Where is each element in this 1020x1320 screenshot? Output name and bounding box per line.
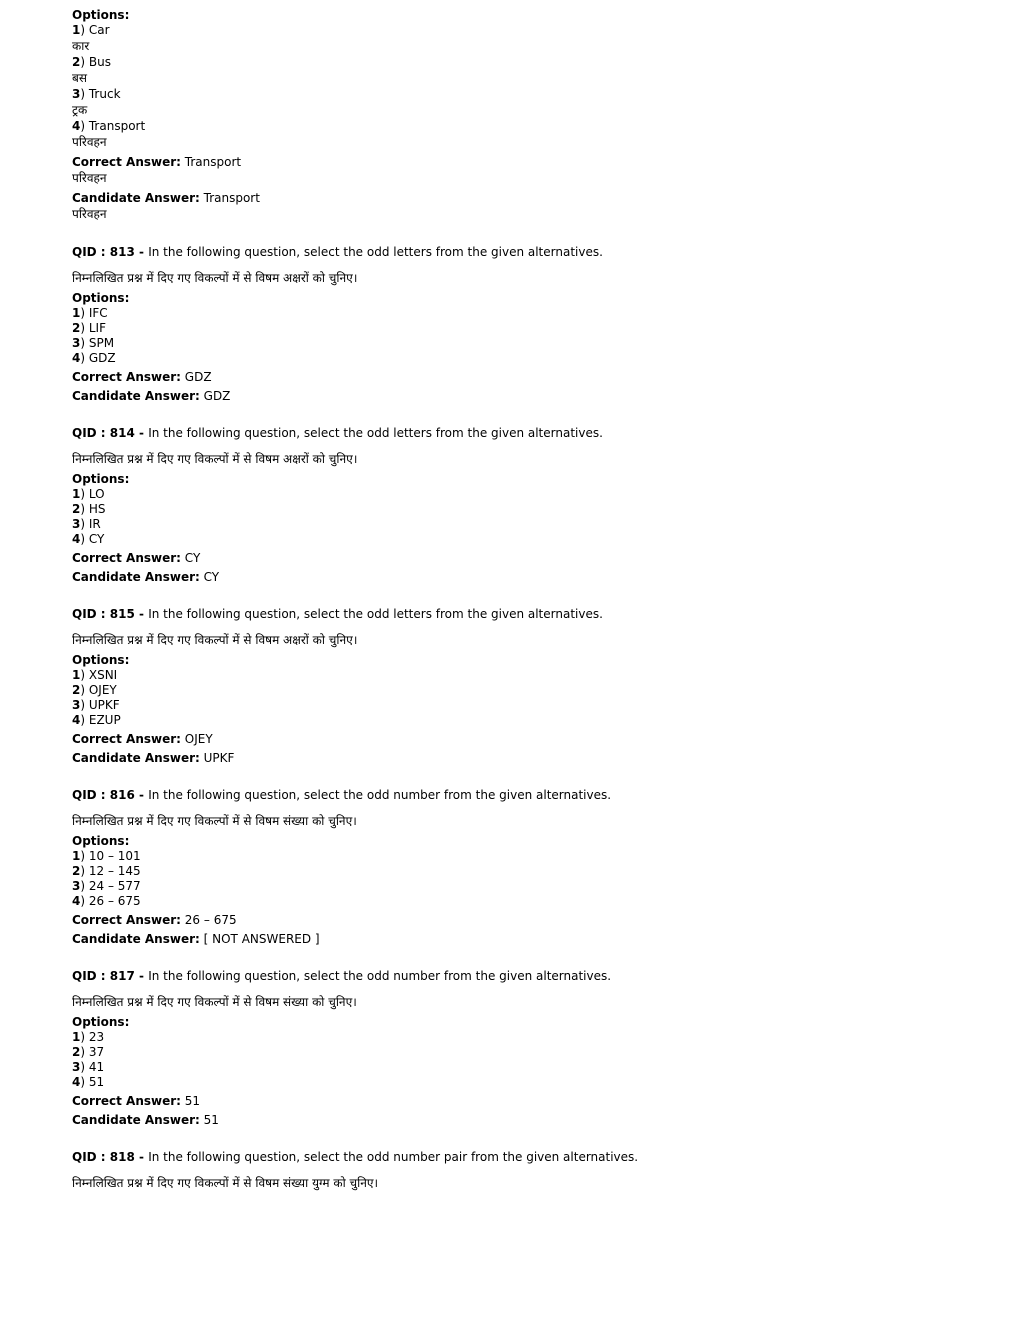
question-heading: QID : 814 - In the following question, select the odd letters from the given alternatives. [72,426,603,440]
question-heading: QID : 815 - In the following question, select the odd letters from the given alternatives. [72,607,603,621]
candidate-answer: Candidate Answer: CY [72,570,220,584]
option-item: 3) 41 [72,1060,105,1074]
option-item: 4) Transport [72,119,146,133]
question-text: In the following question, select the odd letters from the given alternatives. [148,245,603,259]
option-item: 4) CY [72,532,105,546]
question-block [72,404,972,585]
option-item: 3) UPKF [72,698,120,712]
question-block-continued [72,8,972,223]
option-item: 2) Bus [72,55,111,69]
question-id: 816 [109,788,135,802]
question-text-hindi: निम्नलिखित प्रश्न में दिए गए विकल्पों में से विषम अक्षरों को चुनिए। [72,452,358,466]
question-text-hindi: निम्नलिखित प्रश्न में दिए गए विकल्पों में से विषम अक्षरों को चुनिए। [72,633,358,647]
question-text: In the following question, select the odd number pair from the given alternatives. [148,1150,639,1164]
question-text-hindi: निम्नलिखित प्रश्न में दिए गए विकल्पों में से विषम अक्षरों को चुनिए। [72,271,358,285]
option-item: 2) OJEY [72,683,117,697]
question-id: 815 [109,607,135,621]
option-item: 4) 51 [72,1075,105,1089]
candidate-answer: Candidate Answer: GDZ [72,389,231,403]
option-item: 1) 23 [72,1030,105,1044]
question-block [72,223,972,404]
option-item: 3) 24 – 577 [72,879,141,893]
options-label: Options: [72,472,130,486]
correct-answer-hindi: परिवहन [72,171,107,185]
question-text: In the following question, select the odd letters from the given alternatives. [148,426,603,440]
question-heading: QID : 813 - In the following question, select the odd letters from the given alternatives. [72,245,603,259]
option-item: 3) SPM [72,336,115,350]
option-item: 4) GDZ [72,351,116,365]
correct-answer: Correct Answer: 26 – 675 [72,913,237,927]
question-heading: QID : 816 - In the following question, select the odd number from the given alternatives. [72,788,612,802]
option-item: 1) XSNI [72,668,118,682]
question-text: In the following question, select the odd number from the given alternatives. [148,969,612,983]
candidate-answer: Candidate Answer: [ NOT ANSWERED ] [72,932,320,946]
question-text: In the following question, select the odd letters from the given alternatives. [148,607,603,621]
option-item: 4) 26 – 675 [72,894,141,908]
candidate-answer-hindi: परिवहन [72,207,107,221]
question-text-hindi: निम्नलिखित प्रश्न में दिए गए विकल्पों में से विषम संख्या युग्म को चुनिए। [72,1176,379,1190]
candidate-answer: Candidate Answer: Transport [72,191,260,205]
option-item-hindi: ट्रक [72,103,88,117]
options-label: Options: [72,653,130,667]
option-item-hindi: परिवहन [72,135,107,149]
question-text-hindi: निम्नलिखित प्रश्न में दिए गए विकल्पों में से विषम संख्या को चुनिए। [72,995,357,1009]
option-item: 3) IR [72,517,101,531]
question-heading: QID : 818 - In the following question, select the odd number pair from the given alternatives. [72,1150,639,1164]
correct-answer: Correct Answer: CY [72,551,201,565]
correct-answer: Correct Answer: OJEY [72,732,213,746]
options-label: Options: [72,834,130,848]
question-id: 814 [109,426,135,440]
option-item: 2) LIF [72,321,106,335]
answer-sheet-page [72,8,972,1192]
question-id: 818 [109,1150,135,1164]
option-item-hindi: बस [72,71,87,85]
correct-answer: Correct Answer: GDZ [72,370,212,384]
correct-answer: Correct Answer: 51 [72,1094,201,1108]
option-item: 2) 12 – 145 [72,864,141,878]
question-block [72,1128,972,1192]
candidate-answer: Candidate Answer: UPKF [72,751,235,765]
question-text-hindi: निम्नलिखित प्रश्न में दिए गए विकल्पों में से विषम संख्या को चुनिए। [72,814,357,828]
question-id: 817 [109,969,135,983]
option-item: 1) LO [72,487,105,501]
question-block [72,766,972,947]
option-item: 1) 10 – 101 [72,849,141,863]
option-item: 1) Car [72,23,110,37]
option-item: 2) 37 [72,1045,105,1059]
question-heading: QID : 817 - In the following question, select the odd number from the given alternatives. [72,969,612,983]
options-label: Options: [72,1015,130,1029]
option-item-hindi: कार [72,39,90,53]
question-id: 813 [109,245,135,259]
option-item: 1) IFC [72,306,108,320]
option-item: 4) EZUP [72,713,121,727]
correct-answer: Correct Answer: Transport [72,155,242,169]
candidate-answer: Candidate Answer: 51 [72,1113,219,1127]
question-block [72,947,972,1128]
option-item: 2) HS [72,502,106,516]
option-item: 3) Truck [72,87,121,101]
options-label: Options: [72,291,130,305]
question-block [72,585,972,766]
options-label: Options: [72,8,130,22]
question-text: In the following question, select the odd number from the given alternatives. [148,788,612,802]
